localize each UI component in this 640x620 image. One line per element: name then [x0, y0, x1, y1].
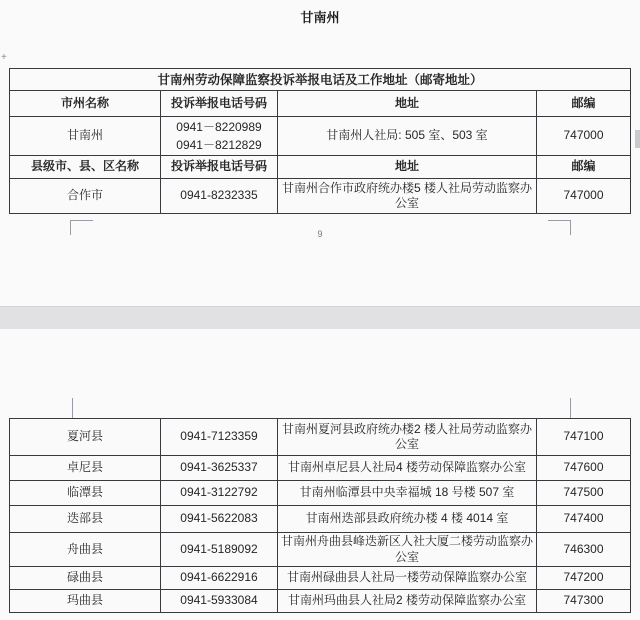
- table-row: [10, 506, 631, 533]
- col-header-address: 地址: [278, 91, 537, 117]
- county-header-row: [10, 156, 631, 179]
- prefecture-phones: [161, 117, 278, 156]
- table-caption-row: [10, 69, 631, 91]
- county-zip: 746300: [537, 533, 631, 567]
- county-address: 甘南州玛曲县人社局2 楼劳动保障监察办公室: [278, 590, 537, 613]
- county-phone: 0941-7123359: [161, 419, 278, 456]
- col-header-address: 地址: [278, 156, 537, 179]
- county-name: 舟曲县: [10, 533, 161, 567]
- county-name: 合作市: [10, 179, 161, 214]
- table-header-row: [10, 91, 631, 117]
- table-row: [10, 117, 631, 156]
- county-zip: 747000: [537, 179, 631, 214]
- county-phone: 0941-3625337: [161, 456, 278, 481]
- county-name: 卓尼县: [10, 456, 161, 481]
- table-row: [10, 590, 631, 613]
- table-row: [10, 567, 631, 590]
- col-header-county-name: 县级市、县、区名称: [10, 156, 161, 179]
- county-phone: 0941-5189092: [161, 533, 278, 567]
- county-address: 甘南州卓尼县人社局4 楼劳动保障监察办公室: [278, 456, 537, 481]
- page-number: 9: [317, 229, 323, 239]
- county-name: 迭部县: [10, 506, 161, 533]
- table-row: [10, 533, 631, 567]
- county-phone: 0941-6622916: [161, 567, 278, 590]
- county-name: 玛曲县: [10, 590, 161, 613]
- county-name: 临潭县: [10, 481, 161, 506]
- county-zip: 747300: [537, 590, 631, 613]
- text-boundary-mark: [72, 398, 73, 418]
- county-address: 甘南州合作市政府统办楼5 楼人社局劳动监察办公室: [278, 179, 537, 214]
- county-zip: 747400: [537, 506, 631, 533]
- col-header-name: 市州名称: [10, 91, 161, 117]
- prefecture-zip: 747000: [537, 117, 631, 156]
- col-header-zip: 邮编: [537, 156, 631, 179]
- table-row: [10, 419, 631, 456]
- scrollbar-artifact: [635, 130, 640, 148]
- prefecture-contact-table: [9, 68, 631, 214]
- county-address: 甘南州临潭县中央幸福城 18 号楼 507 室: [278, 481, 537, 506]
- phone-line: 0941－8212829: [176, 138, 262, 152]
- col-header-phone: 投诉举报电话号码: [161, 91, 278, 117]
- county-phone: 0941-3122792: [161, 481, 278, 506]
- county-phone: 0941-5622083: [161, 506, 278, 533]
- table-row: [10, 481, 631, 506]
- col-header-zip: 邮编: [537, 91, 631, 117]
- county-zip: 747200: [537, 567, 631, 590]
- table-row: [10, 456, 631, 481]
- table-caption: 甘南州劳动保障监察投诉举报电话及工作地址（邮寄地址）: [10, 69, 631, 91]
- county-address: 甘南州舟曲县峰迭新区人社大厦二楼劳动监察办公室: [278, 533, 537, 567]
- county-address: 甘南州夏河县政府统办楼2 楼人社局劳动监察办公室: [278, 419, 537, 456]
- county-zip: 747100: [537, 419, 631, 456]
- county-contact-table: [9, 418, 631, 613]
- county-phone: 0941-8232335: [161, 179, 278, 214]
- anchor-mark-icon: +: [1, 52, 7, 63]
- page-gap-band: [0, 306, 640, 329]
- page-title: 甘南州: [300, 10, 340, 25]
- col-header-phone: 投诉举报电话号码: [161, 156, 278, 179]
- table-row: [10, 179, 631, 214]
- phone-line: 0941－8220989: [176, 120, 262, 134]
- county-phone: 0941-5933084: [161, 590, 278, 613]
- county-zip: 747500: [537, 481, 631, 506]
- county-zip: 747600: [537, 456, 631, 481]
- county-address: 甘南州迭部县政府统办楼 4 楼 4014 室: [278, 506, 537, 533]
- text-boundary-mark: [570, 398, 571, 418]
- county-name: 夏河县: [10, 419, 161, 456]
- county-name: 碌曲县: [10, 567, 161, 590]
- prefecture-name: 甘南州: [10, 117, 161, 156]
- prefecture-address: 甘南州人社局: 505 室、503 室: [278, 117, 537, 156]
- county-address: 甘南州碌曲县人社局一楼劳动保障监察办公室: [278, 567, 537, 590]
